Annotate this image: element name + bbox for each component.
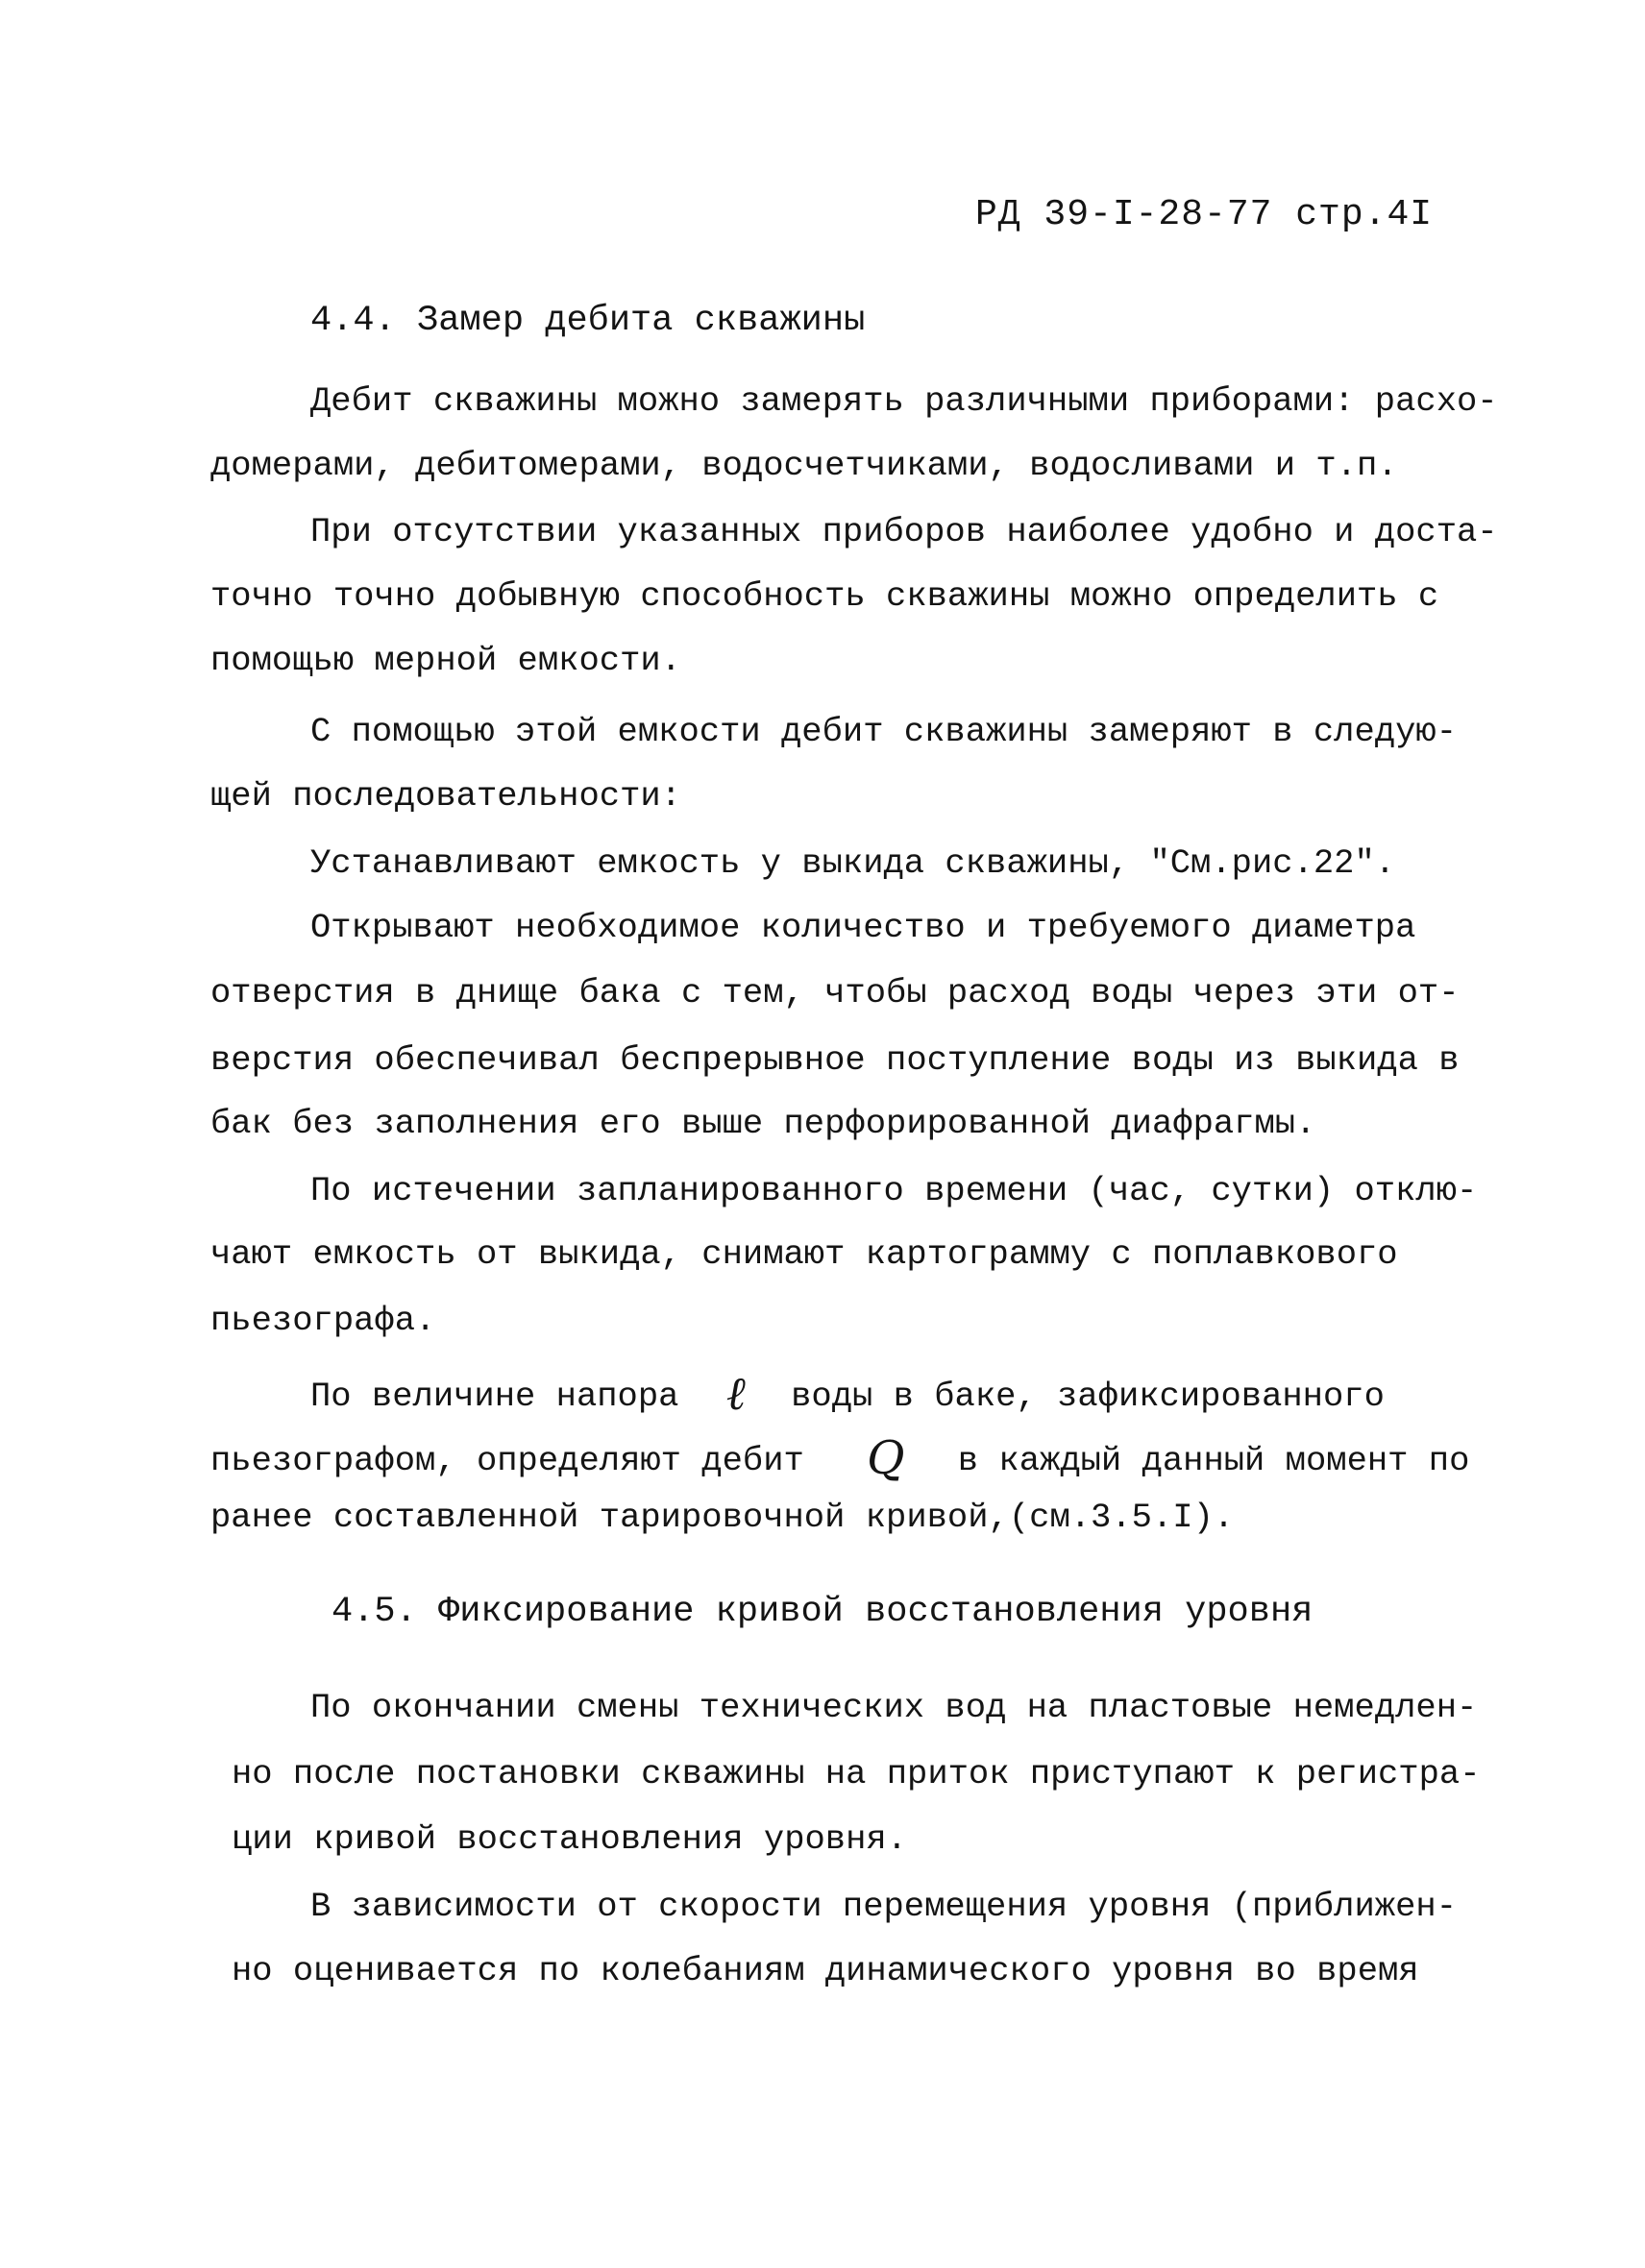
text-line: ранее составленной тарировочной кривой,(см.3.5.I). (210, 1498, 1235, 1537)
discharge-symbol-q: Q (867, 1431, 905, 1485)
text-line: чают емкость от выкида, снимают картограмму с поплавкового (210, 1234, 1398, 1274)
text-fragment: пьезографом, определяют дебит (210, 1441, 804, 1480)
text-line: С помощью этой емкости дебит скважины замеряют в следую- (310, 712, 1457, 751)
text-fragment: воды в баке, зафиксированного (791, 1377, 1385, 1416)
text-line: помощью мерной емкости. (210, 641, 681, 680)
text-fragment: По величине напора (310, 1377, 679, 1416)
text-line: пьезографа. (210, 1301, 436, 1340)
text-line-with-symbol (210, 1431, 1470, 1485)
text-line: Открывают необходимое количество и требуемого диаметра (310, 908, 1416, 947)
text-line: но оценивается по колебаниям динамического уровня во время (232, 1951, 1419, 1990)
text-line: Устанавливают емкость у выкида скважины, "См.рис.22". (310, 843, 1396, 883)
page-header-doc-ref: РД 39-I-28-77 стр.4I (975, 194, 1434, 235)
text-line: бак без заполнения его выше перфорированной диафрагмы. (210, 1104, 1316, 1143)
text-line: По окончании смены технических вод на пластовые немедлен- (310, 1688, 1478, 1727)
text-line: По истечении запланированного времени (час, сутки) отклю- (310, 1171, 1478, 1210)
text-line: но после постановки скважины на приток приступают к регистра- (232, 1754, 1481, 1793)
text-line: ции кривой восстановления уровня. (232, 1819, 908, 1859)
head-symbol-l: ℓ (725, 1367, 746, 1421)
text-line: Дебит скважины можно замерять различными приборами: расхо- (310, 381, 1498, 421)
text-fragment: в каждый данный момент по (957, 1441, 1470, 1480)
text-line: отверстия в днище бака с тем, чтобы расход воды через эти от- (210, 973, 1460, 1012)
section-heading-4-4: 4.4. Замер дебита скважины (310, 301, 866, 341)
text-line: щей последовательности: (210, 776, 681, 816)
section-heading-4-5: 4.5. Фиксирование кривой восстановления уровня (331, 1592, 1314, 1632)
text-line: точно точно добывную способность скважины можно определить с (210, 576, 1439, 616)
text-line-with-symbol (310, 1367, 1385, 1421)
text-line: При отсутствии указанных приборов наиболее удобно и доста- (310, 512, 1498, 551)
text-line: верстия обеспечивал беспрерывное поступление воды из выкида в (210, 1040, 1460, 1080)
text-line: домерами, дебитомерами, водосчетчиками, водосливами и т.п. (210, 446, 1398, 485)
text-line: В зависимости от скорости перемещения уровня (приближен- (310, 1887, 1457, 1926)
